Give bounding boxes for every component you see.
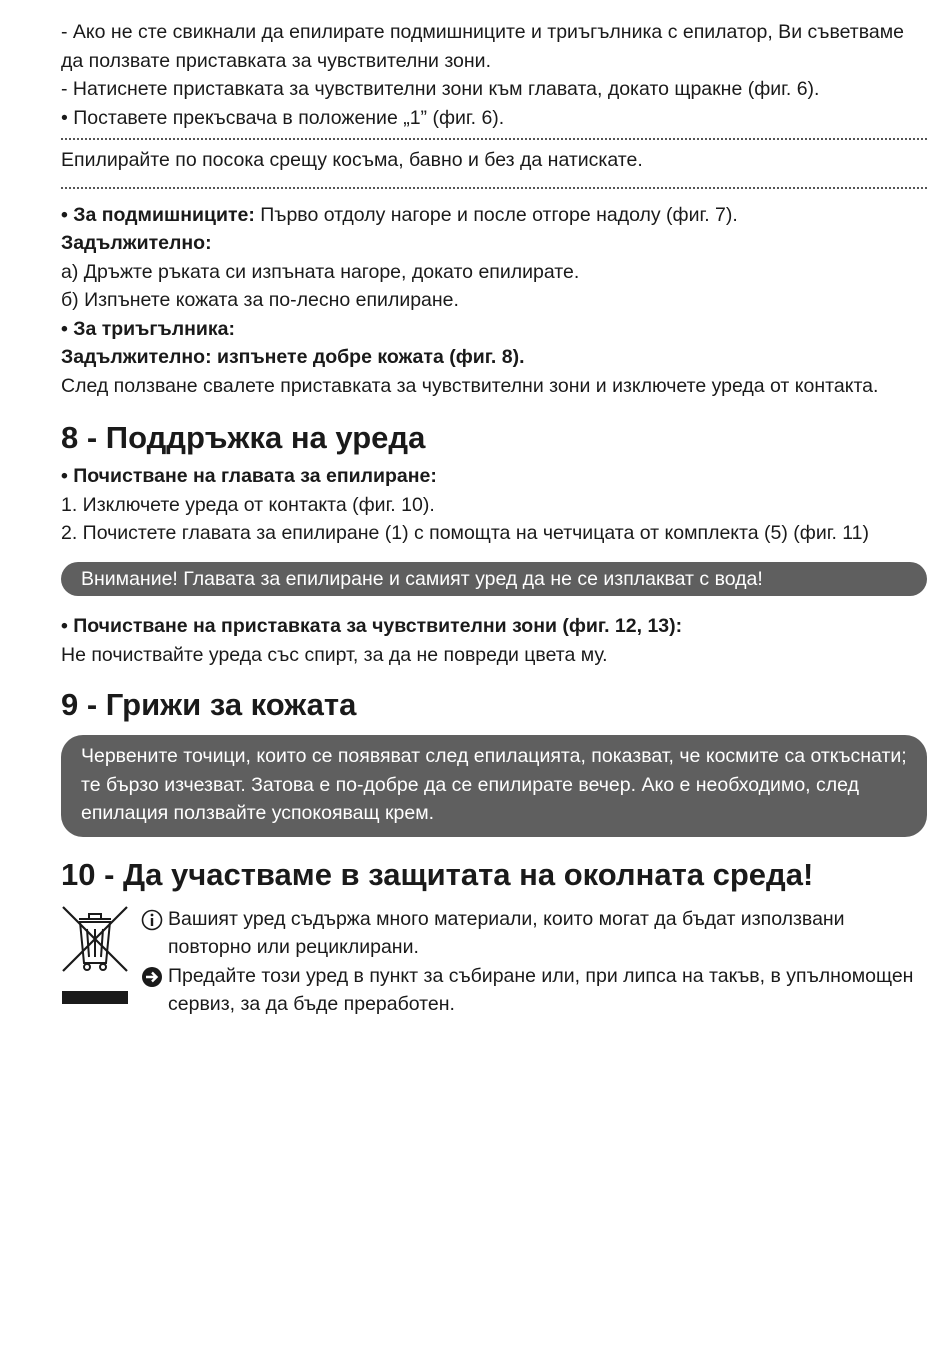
recycling-info-text: Вашият уред съдържа много материали, които могат да бъдат използвани повторно или рециклирани. [168,907,845,958]
epilation-tip: Епилирайте по посока срещу косъма, бавно и без да натискате. [61,149,643,171]
triangle-mandatory: Задължително: изпънете добре кожата (фиг. 8). [61,346,525,368]
armpits-paragraph [61,201,927,230]
section-9-heading: 9 - Грижи за кожата [61,687,357,722]
recycling-text [141,905,927,1019]
intro-line-1: - Ако не сте свикнали да епилирате подмишниците и триъгълника с епилатор, Ви съветваме да ползвате приставката за чувствителни зони. [61,21,904,72]
armpits-mandatory: Задължително: [61,232,212,254]
section-10-heading: 10 - Да участваме в защитата на околната среда! [61,856,814,892]
recycling-info-item [141,905,927,962]
cleaning-head-label: • Почистване на главата за епилиране: [61,465,437,487]
armpits-step-a: а) Дръжте ръката си изпъната нагоре, докато епилирате. [61,260,580,283]
recycling-hand-over-text: Предайте този уред в пункт за събиране или, при липса на такъв, в упълномощен сервиз, за да бъде преработен. [168,964,914,1015]
triangle-label: • За триъгълника: [61,317,235,340]
info-icon [141,909,163,931]
intro-line-2: - Натиснете приставката за чувствителни зони към главата, докато щракне (фиг. 6). [61,78,820,100]
recycling-hand-over-item [141,962,927,1019]
warning-text: Внимание! Главата за епилиране и самият уред да не се изплакват с вода! [81,567,763,590]
recycling-block [61,905,927,1015]
arrow-right-icon [141,966,163,988]
armpits-step-b: б) Изпънете кожата за по-лесно епилиране. [61,289,459,311]
after-use-text: След ползване свалете приставката за чувствителни зони и изключете уреда от контакта. [61,374,879,397]
cleaning-step-2: 2. Почистете главата за епилиране (1) с помощта на четчицата от комплекта (5) (фиг. 11) [61,522,870,544]
armpits-text: Първо отдолу нагоре и после отгоре надолу (фиг. 7). [254,203,738,226]
cleaning-step-1: 1. Изключете уреда от контакта (фиг. 10). [61,493,435,516]
cleaning-attachment-label: • Почистване на приставката за чувствителни зони (фиг. 12, 13): [61,615,683,637]
skin-care-box [61,735,927,837]
warning-box [61,562,927,597]
page-content [61,18,927,1015]
skin-care-text: Червените точици, които се появяват след епилацията, показват, че космите са откъснати; те бързо изчезват. Затова е по-добре да се епилирате вечер. Ако е необходимо, след епилация ползвайте успокояващ крем. [81,745,907,824]
intro-line-3: • Поставете прекъсвача в положение „1” (фиг. 6). [61,106,505,129]
armpits-label: • За подмишниците: [61,203,255,226]
crossed-out-bin-icon [61,905,129,1005]
no-alcohol-text: Не почиствайте уреда със спирт, за да не повреди цвета му. [61,643,608,666]
dotted-separator [61,187,927,189]
section-8-heading: 8 - Поддръжка на уреда [61,420,426,455]
